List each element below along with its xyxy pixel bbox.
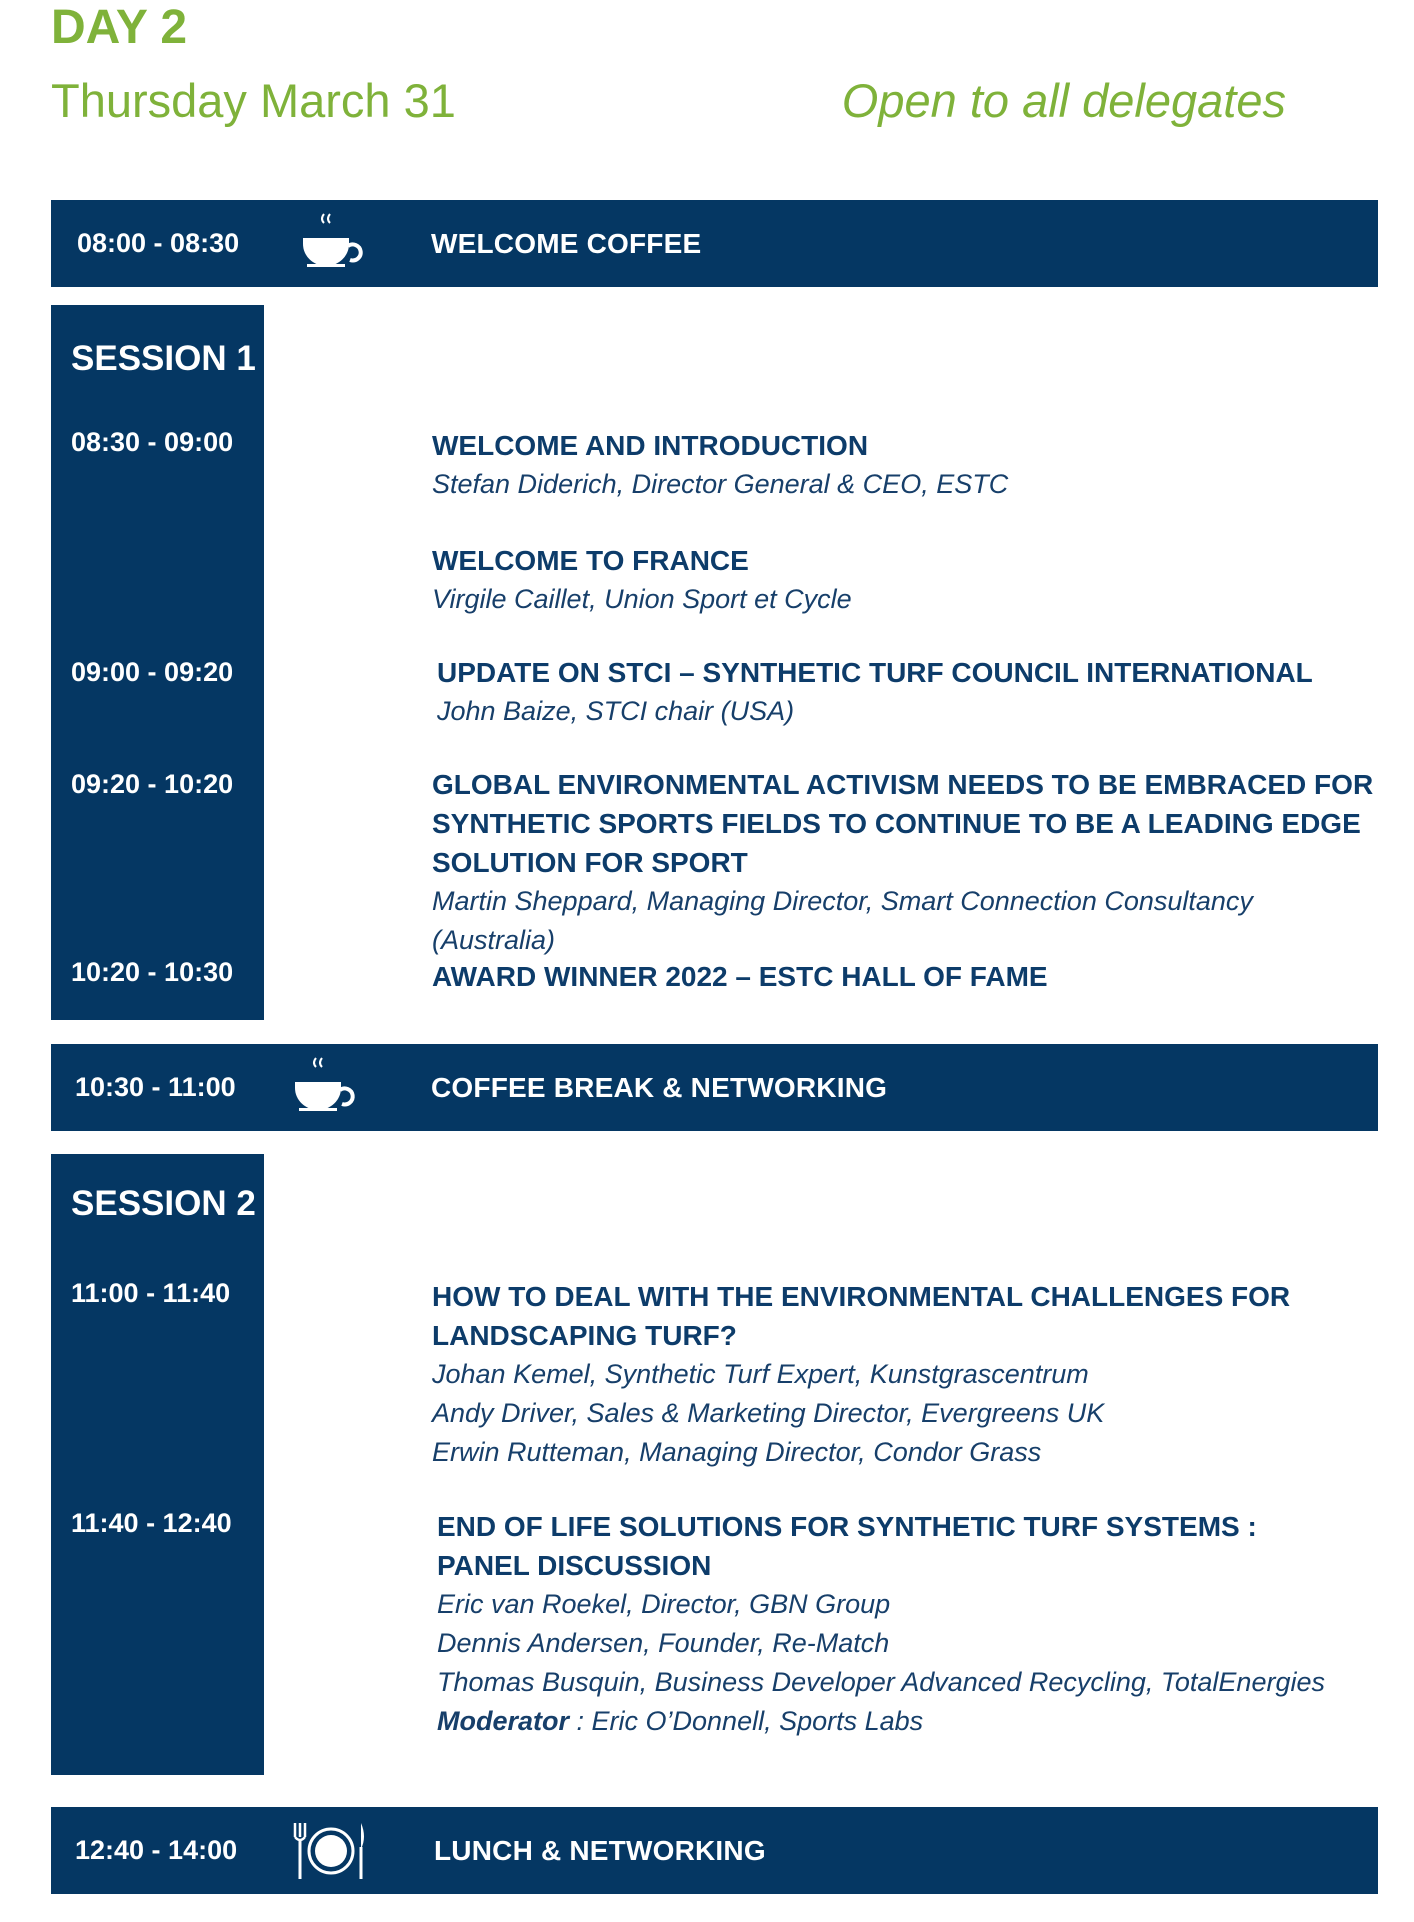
session-1-time-4: 10:20 - 10:30 — [71, 957, 234, 987]
day-label: DAY 2 — [51, 1, 188, 54]
speaker: Martin Sheppard, Managing Director, Smart Connection Consultancy (Australia) — [432, 886, 1253, 955]
item-title-line: SOLUTION FOR SPORT — [432, 847, 748, 878]
item-title-line: PANEL DISCUSSION — [437, 1550, 712, 1581]
item-title-line: HOW TO DEAL WITH THE ENVIRONMENTAL CHALLENGES FOR — [432, 1281, 1291, 1312]
coffee-cup-icon — [291, 1056, 361, 1116]
break-bar-lunch-networking — [51, 1807, 1378, 1894]
agenda-item — [432, 1277, 1382, 1472]
break-time: 12:40 - 14:00 — [75, 1835, 238, 1865]
speaker: Virgile Caillet, Union Sport et Cycle — [432, 584, 852, 614]
date-label: Thursday March 31 — [51, 74, 456, 127]
agenda-item — [432, 765, 1382, 960]
agenda-item — [432, 957, 1382, 996]
break-time: 10:30 - 11:00 — [75, 1072, 236, 1102]
session-1-time-1: 08:30 - 09:00 — [71, 427, 234, 457]
item-title-line: SYNTHETIC SPORTS FIELDS TO CONTINUE TO BE A LEADING EDGE — [432, 808, 1361, 839]
agenda-item — [432, 426, 1382, 504]
item-title: AWARD WINNER 2022 – ESTC HALL OF FAME — [432, 961, 1048, 992]
audience-label: Open to all delegates — [841, 74, 1286, 127]
break-label: COFFEE BREAK & NETWORKING — [431, 1072, 888, 1103]
plate-cutlery-icon — [289, 1819, 373, 1883]
item-title: WELCOME TO FRANCE — [432, 545, 749, 576]
moderator-name: : Eric O’Donnell, Sports Labs — [569, 1706, 924, 1736]
moderator-line — [437, 1702, 1387, 1741]
item-title-line: END OF LIFE SOLUTIONS FOR SYNTHETIC TURF SYSTEMS : — [437, 1511, 1257, 1542]
speaker: Johan Kemel, Synthetic Turf Expert, Kunstgrascentrum — [432, 1359, 1089, 1389]
session-2-time-1: 11:00 - 11:40 — [71, 1278, 231, 1308]
item-title-line: GLOBAL ENVIRONMENTAL ACTIVISM NEEDS TO BE EMBRACED FOR — [432, 769, 1374, 800]
speaker: John Baize, STCI chair (USA) — [437, 696, 795, 726]
speaker: Eric van Roekel, Director, GBN Group — [437, 1589, 891, 1619]
break-label: WELCOME COFFEE — [431, 228, 702, 259]
session-1-time-2: 09:00 - 09:20 — [71, 657, 234, 687]
speaker: Dennis Andersen, Founder, Re-Match — [437, 1628, 890, 1658]
session-2-label: SESSION 2 — [71, 1184, 256, 1223]
speaker: Andy Driver, Sales & Marketing Director, Evergreens UK — [432, 1398, 1105, 1428]
item-title: UPDATE ON STCI – SYNTHETIC TURF COUNCIL INTERNATIONAL — [437, 657, 1313, 688]
item-title-line: LANDSCAPING TURF? — [432, 1320, 737, 1351]
agenda-item — [432, 541, 1382, 619]
agenda-item — [437, 653, 1387, 731]
session-1-sidebar — [51, 305, 264, 1020]
item-title: WELCOME AND INTRODUCTION — [432, 430, 869, 461]
speaker: Thomas Busquin, Business Developer Advanced Recycling, TotalEnergies — [437, 1667, 1325, 1697]
session-1-time-3: 09:20 - 10:20 — [71, 769, 234, 799]
break-time: 08:00 - 08:30 — [77, 228, 240, 258]
speaker: Stefan Diderich, Director General & CEO, ESTC — [432, 469, 1009, 499]
break-label: LUNCH & NETWORKING — [434, 1835, 766, 1866]
break-bar-coffee-networking — [51, 1044, 1378, 1131]
moderator-label: Moderator — [437, 1706, 570, 1736]
session-2-time-2: 11:40 - 12:40 — [71, 1508, 232, 1538]
session-1-label: SESSION 1 — [71, 339, 256, 378]
speaker: Erwin Rutteman, Managing Director, Condor Grass — [432, 1437, 1042, 1467]
agenda-item — [437, 1507, 1387, 1741]
session-2-sidebar — [51, 1154, 264, 1775]
coffee-cup-icon — [299, 212, 369, 272]
break-bar-welcome-coffee — [51, 200, 1378, 287]
